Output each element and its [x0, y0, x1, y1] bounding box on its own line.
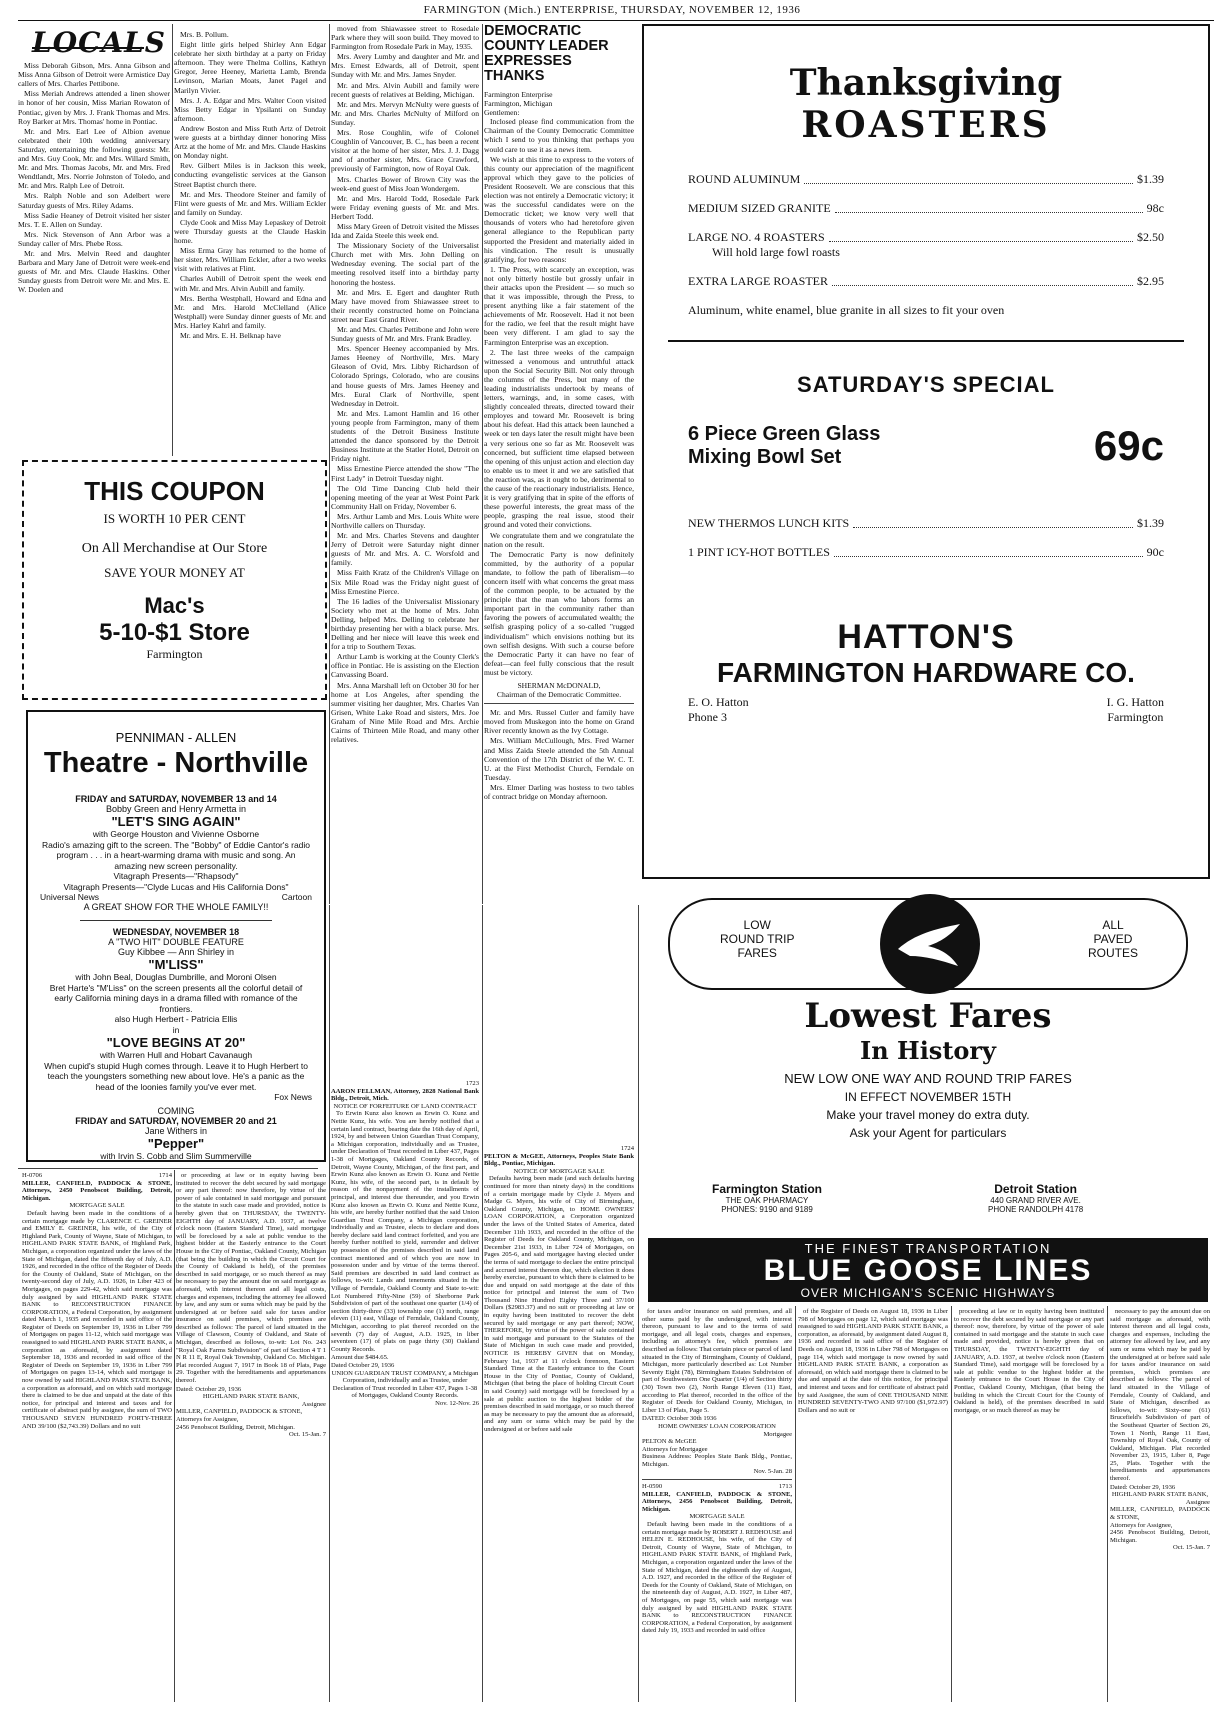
col3-paragraphs	[331, 24, 479, 744]
letter-address-line-0: Farmington Enterprise	[484, 90, 553, 99]
theatre-ad	[26, 710, 326, 1162]
col3-paragraph-17: Miss Faith Kratz of the Children's Village on Six Mile Road was the Friday night guest of Miss Ernestine Pierce.	[331, 568, 479, 596]
fellman-date: Dated October 29, 1936	[331, 1361, 395, 1369]
pelton-notice	[484, 1145, 634, 1702]
locals-paragraph-5: Mrs. Nick Stevenson of Ann Arbor was a Sunday caller of Mrs. Phebe Ross.	[18, 229, 170, 248]
low-label: LOW	[743, 918, 771, 932]
pelton-addr: Business Address: Peoples State Bank Bldg., Pontiac, Michigan.	[642, 1453, 792, 1468]
bowl-line1: 6 Piece Green Glass	[688, 423, 881, 445]
theatre-date3: FRIDAY and SATURDAY, NOVEMBER 20 and 21	[75, 1116, 277, 1126]
roaster-item-sub: Will hold large fowl roasts	[712, 245, 840, 259]
bus-line2: IN EFFECT NOVEMBER 15TH	[844, 1090, 1012, 1104]
coupon-title: THIS COUPON	[84, 476, 265, 506]
pelton-att2: Attorneys for Mortgagee	[642, 1445, 708, 1453]
all-label: ALL	[1102, 918, 1124, 932]
coupon-line1: IS WORTH 10 PER CENT	[103, 511, 246, 526]
pelton-text2: for taxes and/or insurance on said premises, and all other sums paid by the undersigned, with interest thereon, pursuant to law and to the terms of said mortgage, and all legal costs, charges and expenses, including an attorney's fee, which premises are described as follows: That certain piece or parcel of land situated in the City of Birmingham, County of Oakland, Michigan, more particularly described as: Lot Number Seventy Eight (78), Birmingham Estates Subdivision of part of Southwestern One Quarter (1/4) of Section thirty (30) Town two (2), North Range Eleven (11) East, according to Plat thereof, recorded in the office of the Register of Deeds for Oakland County, Michigan, in Liber 13 of Plats, Page 5.	[642, 1308, 792, 1414]
theatre-desc2-line-1: Bret Harte's "M'Liss" on the screen presents all the colorful detail of early California mining days in a drama filled with romance of the frontiers.	[49, 982, 303, 1014]
thermos-price-list	[688, 516, 1164, 560]
bowl-price: 69c	[1093, 422, 1164, 469]
democratic-letter-column	[484, 24, 634, 894]
letter-signature-line-0: SHERMAN McDONALD,	[517, 681, 601, 690]
letter-address-line-1: Farmington, Michigan	[484, 99, 553, 109]
miller-notice-1b	[176, 1172, 326, 1702]
fellman-text: To Erwin Kunz also known as Erwin O. Kunz and Nettie Kunz, his wife. You are hereby notified that a certain land contract, bearing date the 16th day of April, 1924, by and between Union Guardian Trust Company, a Michigan corporation, individually and as Trustee, under Declaration of Trust recorded in Liber 437, Pages 1-38 of Mortgages, Oakland County Records, of Detroit, Wayne County, Michigan, of the first part, and Erwin Kunz also known as Erwin O. Kunz and Nettie Kunz, his wife, of the second part, is in default by reason of the nonpayment of the installments of principal, and interest due thereunder, and you Erwin Kunz also known as Erwin O. Kunz and Nettie Kunz, his wife, are hereby further notified that the said Union Guardian Trust Company, a Michigan corporation, individually and as Trustee, elects to declare and does hereby declare said land contract forfeited, and you are hereby further notified to yield, surrender and deliver up possession of the premises described in said land contract mentioned and of which you are now in possession under and by virtue of the terms thereof. Said premises are described in said land contract as follows, to-wit: Lands and tenements situated in the Village of Ferndale, Oakland County and State to-wit: Lot Numbered Fifty-Nine (59) of Sherborne Park Subdivision of part of the southeast one quarter (1/4) of section thirty-three (33) township one (1) north, range eleven (11) east, Village of Ferndale, Oakland County, Michigan, according to plat thereof recorded on the seventh (7) day of August, A.D. 1925, in liber seventeen (17) of plats on page thirty (30) Oakland County Records.	[331, 1110, 479, 1353]
miller-end: Oct. 15-Jan. 7	[289, 1431, 326, 1439]
thermos-item-1	[688, 545, 1164, 560]
roaster-item-3	[688, 274, 1164, 289]
thermos-item-0	[688, 516, 1164, 531]
col3-paragraph-14: The Old Time Dancing Club held their opening meeting of the year at West Point Park Community Hall on Friday, November 6.	[331, 483, 479, 511]
theatre-great: A GREAT SHOW FOR THE WHOLE FAMILY!!	[83, 902, 269, 912]
theatre-film4: "Pepper"	[147, 1136, 205, 1151]
m2-date: Dated: October 29, 1936	[1110, 1483, 1176, 1491]
goose-logo-icon	[880, 894, 980, 994]
saturday-special: SATURDAY'S SPECIAL	[797, 372, 1055, 397]
hardware-ad	[642, 24, 1210, 879]
letter-paragraph-5: The Democratic Party is now definitely committed, by the authority of a popular mandate, to follow the path of liberalism—to concern itself with what concerns the great mass of the common people, to be actuated by the principle that the man who labors forms an important part in the community rather than favoring the powers of accumulated wealth; the selfish grasping policy of a so-called "rugged individualism" which envisions nothing but its own selfish designs. With such a course before the Democratic Party it can have no fear of defeat—can feel fully conscious that the result must be victory.	[484, 549, 634, 677]
roaster-item-name: ROUND ALUMINUM	[688, 172, 801, 186]
theatre-date2: WEDNESDAY, NOVEMBER 18	[112, 927, 240, 937]
left-phone: Phone 3	[688, 710, 727, 724]
bowl-line2: Mixing Bowl Set	[688, 446, 842, 468]
miller-title: MORTGAGE SALE	[69, 1202, 125, 1210]
theatre-film3: "LOVE BEGINS AT 20"	[106, 1035, 246, 1050]
pelton-date: DATED: October 30th 1936	[642, 1415, 717, 1423]
bus-line1: NEW LOW ONE WAY AND ROUND TRIP FARES	[784, 1071, 1072, 1086]
col3-paragraph-20: Mrs. Anna Marshall left on October 30 for her home at Los Angeles, after spending the summer visiting her daughter, Mrs. Charles Van Grisen, White Lake Road and sisters, Mrs. Joe Graham of Nine Mile Road and Mrs. Archie Cairns of Thirteen Mile Road, and many other relatives.	[331, 680, 479, 745]
letter-address	[484, 90, 634, 117]
locals-paragraph-4: Miss Sadie Heaney of Detroit visited her sister Mrs. T. E. Allen on Sunday.	[18, 210, 170, 229]
theatre-cast3: Jane Withers in	[144, 1126, 208, 1136]
fellman-sig: UNION GUARDIAN TRUST COMPANY, a Michigan Corporation, individually and as Trustee, under Declaration of Trust recorded in Liber 437, Pages 1-38 of Mortgages, Oakland County Records.	[331, 1369, 479, 1400]
coupon-town: Farmington	[146, 647, 203, 661]
pelton-sig: HOME OWNERS' LOAN CORPORATION	[658, 1422, 776, 1430]
bus-emblem-band	[668, 898, 1188, 990]
bus-line4: Ask your Agent for particulars	[849, 1126, 1007, 1140]
col3-paragraph-8: The Missionary Society of the Universalist Church met with Mrs. John Delling on Wednesday evening. The social part of the meeting resolved itself into a birthday party honoring the hostess.	[331, 241, 479, 287]
locals-paragraph-2: Mr. and Mrs. Earl Lee of Albion avenue celebrated their 10th wedding anniversary Saturday, entertaining the following guests: Mr. and Mrs. Guy Cook, Mr. and Mrs. Willard Smith, Mr. and Mrs. Thomas Jacobs, Mr. and Mrs. Fred Wendtlandt, Mrs. Norrie Johnston of Toledo, and Mr. and Mrs. Ralph Lee of Detroit.	[18, 126, 170, 191]
right-town: Farmington	[1107, 710, 1164, 724]
roaster-item-price: 98c	[1146, 201, 1164, 215]
locals-column	[18, 30, 170, 460]
pelton-end: Nov. 5-Jan. 28	[753, 1468, 792, 1476]
col3-paragraph-9: Mr. and Mrs. E. Egert and daughter Ruth Mary have moved from Shiawassee street to their recently constructed home on Poinciana street near East Grand River.	[331, 287, 479, 324]
pelton-notice-cont	[642, 1308, 792, 1702]
roaster-price-list	[688, 172, 1164, 289]
theatre-desc2	[40, 972, 312, 1035]
m2-num1: H-0590	[642, 1483, 663, 1491]
locals-paragraph-1: Miss Meriah Andrews attended a linen shower in honor of her cousin, Miss Marian Rowaton of Pontiac, given by Mrs. J. Frank Thomas and Mrs. Roy Barker at Mrs. Thomas' home in Pontiac.	[18, 89, 170, 126]
left-name: E. O. Hatton	[688, 695, 749, 709]
m2-num2: 1713	[778, 1483, 792, 1491]
m2-head: MILLER, CANFIELD, PADDOCK & STONE, Attorneys, 2456 Penobscot Building, Detroit, Michigan.	[642, 1490, 792, 1513]
thermos-item-price: 90c	[1146, 545, 1164, 559]
fellman-notice	[331, 1080, 479, 1702]
col3-paragraph-12: Mr. and Mrs. Lamont Hamlin and 16 other young people from Farmington, many of them students of the Detroit Business Institute attended the dance sponsored by the Detroit Business Institute at the Statler Hotel, Detroit on Friday night.	[331, 408, 479, 464]
m2-text-b: of the Register of Deeds on August 18, 1936 in Liber 798 of Mortgages on page 12, which said mortgage was reassigned to said HIGHLAND PARK STATE BANK, a corporation, as aforesaid, by assignment dated August 8, 1936 and recorded in said office of the Register of Deeds on August 18, 1936 in Liber 798 of Mortgages on page 114, which said mortgage is now owned by said HIGHLAND PARK STATE BANK, a corporation as aforesaid, on which said mortgage there is claimed to be due and unpaid at the date of this notice, for principal and interest and taxes and for certificate of abstract paid by said Assignee, the sum of ONE THOUSAND NINE HUNDRED SEVENTY-TWO AND 97/100 ($1,972.97) Dollars and no suit or	[798, 1308, 948, 1414]
theatre-cast1: Bobby Green and Henry Armetta in	[105, 804, 247, 814]
miller-notice-1a	[22, 1172, 172, 1702]
m2-bank: HIGHLAND PARK STATE BANK,	[1111, 1491, 1209, 1499]
roaster-item-1	[688, 201, 1164, 216]
col3-paragraph-18: The 16 ladies of the Universalist Missionary Society who met at the home of Mrs. John Delling, helped Mrs. Delling to celebrate her birthday presenting her with a black purse. Mrs. Delling and her niece will leave this week end for a trip to Southern Texas.	[331, 596, 479, 652]
thermos-item-price: $1.39	[1137, 516, 1164, 530]
col2-paragraph-8: Charles Aubill of Detroit spent the week end with Mr. and Mrs. Alvin Aubill and family.	[174, 274, 326, 293]
theatre-top: PENNIMAN - ALLEN	[115, 730, 237, 745]
m2-text-a: Default having been made in the conditions of a certain mortgage made by ROBERT J. REDHOUSE and HELEN E. REDHOUSE, his wife, of the City of Detroit, County of Wayne, State of Michigan, to HIGHLAND PARK STATE BANK, of Highland Park, Michigan, a corporation organized under the laws of the State of Michigan, dated the eighteenth day of August, A.D. 1927, and recorded in the office of the Register of Deeds for the County of Oakland, State of Michigan, on the nineteenth day of August, A.D. 1927, in Liber 487, of Mortgages, on page 55, which said mortgage was duly assigned by said HIGHLAND PARK STATE BANK to RECONSTRUCTION FINANCE CORPORATION, a Federal Corporation, by assignment dated July 19, 1933 and recorded in said office	[642, 1521, 792, 1635]
theatre-desc2-line-2: also Hugh Herbert - Patricia Ellis	[114, 1014, 238, 1024]
hardware-store-name: FARMINGTON HARDWARE CO.	[717, 657, 1135, 688]
col3-paragraph-0: moved from Shiawassee street to Rosedale Park where they will soon build. They moved to Farmington from Rosedale Park in May, 1935.	[331, 24, 479, 52]
hardware-title1: Thanksgiving	[789, 62, 1063, 104]
letter-after-paragraph-1: Mrs. William McCullough, Mrs. Fred Warner and Miss Zaida Steele attended the 5th Annual Convention of the 17th District of the W. C. T. U. at the First Methodist Church, Ferndale on Tuesday.	[484, 736, 634, 782]
hardware-note: Aluminum, white enamel, blue granite in all sizes to fit your oven	[688, 303, 1005, 317]
theatre-cast2: Guy Kibbee — Ann Shirley in	[117, 947, 235, 957]
letter-after-paragraph-0: Mr. and Mrs. Russel Cutler and family have moved from Muskegon into the home on Grand River recently known as the Ivy Cottage.	[484, 708, 634, 736]
roaster-item-name: MEDIUM SIZED GRANITE	[688, 201, 831, 215]
letter-after-paragraph-2: Mrs. Elmer Darling was hostess to two tables of contract bridge on Monday afternoon.	[484, 782, 634, 802]
locals-paragraph-6: Mr. and Mrs. Melvin Reed and daughter Barbara and Mary Jane of Detroit were week-end guests of Mr. and Mrs. Claude Haskins. Other Sunday guests from Detroit were Mr. and Mrs. E. W. Doelen and	[18, 248, 170, 295]
coupon-ad	[22, 460, 327, 700]
col3-paragraph-11: Mrs. Spencer Heeney accompanied by Mrs. James Heeney of Northville, Mrs. Mary Gleason of Ovid, Mrs. Libby Richardson of Colorado Springs, Colorado, who are cousins and house guests of Mrs. James Heeney and Mrs. Eural Clark of Northville, spent Wednesday in Detroit.	[331, 344, 479, 408]
col3-paragraph-13: Miss Ernestine Pierce attended the show "The First Lady" in Detroit Tuesday night.	[331, 464, 479, 483]
col2-paragraph-10: Mr. and Mrs. E. H. Belknap have	[180, 331, 281, 340]
bus-ad	[648, 890, 1208, 1160]
pelton-title: NOTICE OF MORTGAGE SALE	[513, 1167, 605, 1175]
fellman-amt: Amount due $484.65.	[331, 1354, 389, 1362]
letter-signature	[484, 681, 634, 699]
banner1: THE FINEST TRANSPORTATION	[804, 1241, 1052, 1256]
col3-paragraph-19: Arthur Lamb is working at the County Clerk's office in Pontiac. He is assisting on the Election Canvassing Board.	[331, 652, 479, 680]
bus-headline2: In History	[859, 1036, 997, 1065]
header-rule	[18, 20, 1214, 21]
m2-role: Assignee	[1185, 1498, 1210, 1506]
theatre-universal: Universal News	[40, 892, 100, 902]
pelton-text: Defaults having been made (and such defaults having continued for more than ninety days) in the conditions of a certain mortgage made by Clyde J. Myers and Madge G. Myers, his wife of City of Birmingham, Oakland County, Michigan, to HOME OWNERS' LOAN CORPORATION, a Corporation organized under the laws of the United States of America, dated December 11th 1933, and recorded in the office of the Register of Deeds for Oakland County, Michigan, on December 21st 1933, in Liber 724 of Mortgages, on Pages 205-6, and said mortgagee having elected under the terms of said mortgage to declare the entire principal and accrued interest thereon due, which election it does hereby exercise, pursuant to which there is claimed to be due and unpaid on said mortgage at the date of this notice for principal and interest the sum of Two Thousand Nine Hundred Eighty Three and 37/100 Dollars ($2983.37) and no suit or proceeding at law or in equity having been instituted to recover the debt secured by said mortgage or any part thereof; NOW, THEREFORE, by virtue of the power of sale contained in said mortgage and pursuant to the Statutes of the State of Michigan in such case made and provided, NOTICE IS HEREBY GIVEN that on Monday, February 1st, 1937 at 11 o'clock forenoon, Eastern Standard Time at the Easterly entrance to the Court House in the City of Pontiac, County of Oakland, Michigan (that being the place of holding Circuit Court in said County) said mortgage will be foreclosed by a sale at public auction to the highest bidder of the premises described in said mortgage, or so much thereof as may be necessary to pay the amount due as aforesaid, and any sum or sums which may be paid by the undersigned at or before said sale	[484, 1175, 634, 1433]
hardware-title2: ROASTERS	[801, 104, 1051, 146]
station2-b: PHONE RANDOLPH 4178	[988, 1205, 1084, 1214]
col2-paragraph-7: Miss Erma Gray has returned to the home of her sister, Mrs. William Eckler, after a two weeks visit with relatives at Flint.	[174, 246, 326, 274]
col2-paragraph-2: Mrs. J. A. Edgar and Mrs. Walter Coon visited Miss Betty Edgar in Ypsilanti on Sunday afternoon.	[174, 95, 326, 123]
m2-notice-c	[954, 1308, 1104, 1702]
miller-num2: 1714	[158, 1172, 172, 1179]
blue-goose-banner	[648, 1238, 1208, 1302]
thermos-item-name: NEW THERMOS LUNCH KITS	[688, 516, 850, 530]
letter-paragraphs	[484, 117, 634, 677]
m2-notice-b	[798, 1308, 948, 1702]
col2-paragraphs	[174, 30, 326, 340]
social-column-2	[174, 30, 326, 460]
roaster-item-name: EXTRA LARGE ROASTER	[688, 274, 829, 288]
fellman-end: Nov. 12-Nov. 26	[435, 1399, 479, 1407]
theatre-desc2-line-3: in	[172, 1024, 180, 1035]
theatre-desc3	[40, 1050, 312, 1092]
locals-paragraph-3: Mrs. Ralph Noble and son Adelbert were Saturday guests of Mrs. Riley Adams.	[18, 191, 170, 210]
miller-role: Assignee	[301, 1400, 326, 1408]
theatre-film2: "M'LISS"	[148, 957, 204, 972]
theatre-desc2-line-0: with John Beal, Douglas Dumbrille, and Moroni Olsen	[75, 972, 277, 982]
col2-paragraph-0: Mrs. B. Pollum.	[180, 30, 229, 39]
coupon-store-name: Mac's	[144, 593, 205, 618]
col2-paragraph-6: Clyde Cook and Miss May Lepaskey of Detroit were Thursday guests at the Claude Haskin home.	[174, 217, 326, 246]
col2-paragraph-9: Mrs. Bertha Westphall, Howard and Edna and Mr. and Mrs. Harold McClelland (Alice Westphall) were Sunday dinner guests of Mr. and Mrs. Harley Kahrl and family.	[174, 293, 326, 330]
locals-paragraph-0: Miss Deborah Gibson, Mrs. Anna Gibson and Miss Anna Gibson of Detroit were Armistice Day callers of Mrs. Charles Pettibone.	[18, 61, 170, 89]
miller-att2: Attorneys for Assignee,	[176, 1416, 239, 1423]
pelton-role: Mortgagee	[763, 1430, 792, 1438]
letter-headline: DEMOCRATIC COUNTY LEADER EXPRESSES THANKS	[484, 24, 609, 84]
letter-paragraph-2: 1. The Press, with scarcely an exception, was not only bitterly hostile but grossly unfair in their attacks upon the President — so much so that it was impossible, through the Press, to present anything like a fair statement of the achievements of Mr. Roosevelt. Had it not been for the radio, we feel that the result might have been very different. I am glad to say the Farmington Enterprise was an exception.	[484, 264, 634, 347]
col3-paragraph-5: Mrs. Charles Bower of Brown City was the week-end guest of Miss Joan Wondergem.	[331, 174, 479, 193]
round-trip-label: ROUND TRIP	[720, 932, 795, 946]
station1-b: PHONES: 9190 and 9189	[721, 1205, 813, 1214]
bus-line3: Make your travel money do extra duty.	[826, 1108, 1030, 1122]
roaster-item-0	[688, 172, 1164, 187]
right-name: I. G. Hatton	[1106, 695, 1164, 709]
pelton-num: 1724	[620, 1145, 634, 1152]
coupon-line2: On All Merchandise at Our Store	[81, 541, 268, 556]
col3-paragraph-16: Mr. and Mrs. Charles Stevens and daughter Jerry of Detroit were Saturday night dinner guests of Mr. and Mrs. A. C. Worsfold and family.	[331, 531, 479, 568]
roaster-item-2	[688, 230, 1164, 260]
col3-paragraph-3: Mr. and Mrs. Mervyn McNulty were guests of Mr. and Mrs. Charles McNulty of Milford on Sunday.	[331, 99, 479, 127]
letter-paragraph-3: 2. The last three weeks of the campaign witnessed a venomous and untruthful attack upon the Social Security Bill. Not only through the columns of the Press, but many of the leading industrialists undertook by means of letters, warnings, and, in some cases, with slightly concealed threats, directed toward their employes and toward Mr. Roosevelt is bring about his defeat. Had this attack been launched a week or ten days later the result might have been a very serious one so far as Mr. Roosevelt was concerned, but sufficient time elapsed between the opening of this unjust action and election day to enable us to meet it and we are satisfied that the reaction was, as it ought to be, detrimental to the cause of the reactionary industrialists. Hence, it is very gratifying that in spite of the efforts of these powerful interests, the great mass of the people, grasping the real issue, stood their ground and voted their convictions.	[484, 347, 634, 530]
theatre-desc3-line-1: When cupid's stupid Hugh comes through. Leave it to Hugh Herbert to teach the youngsters something new about love. He's a panic as the head of the loonies family you've ever met.	[44, 1060, 308, 1092]
theatre-name: Theatre - Northville	[43, 747, 309, 779]
pelton-head: PELTON & McGEE, Attorneys, Peoples State Bank Bldg., Pontiac, Michigan.	[484, 1152, 634, 1168]
roaster-item-price: $2.95	[1137, 274, 1164, 288]
letter-after-items	[484, 708, 634, 801]
letter-signature-line-1: Chairman of the Democratic Committee.	[496, 690, 622, 700]
station2-a: 440 GRAND RIVER AVE.	[990, 1196, 1081, 1205]
pelton-att: PELTON & McGEE	[642, 1438, 697, 1446]
miller-num1: H-0706	[22, 1172, 43, 1179]
m2-att: MILLER, CANFIELD, PADDOCK & STONE,	[1110, 1506, 1210, 1522]
letter-address-line-2: Gentlemen:	[484, 108, 520, 118]
coupon-store-name-2: 5-10-$1 Store	[99, 619, 250, 646]
m2-notice-d	[1110, 1308, 1210, 1702]
theatre-fox: Fox News	[274, 1092, 312, 1102]
m2-text-c: proceeding at law or in equity having been instituted to recover the debt secured by said mortgage or any part thereof: now, therefore, by virtue of the power of sale contained in said mortgage and the statute in such case made and provided, notice is hereby given that on THURSDAY, the TWENTY-EIGHTH day of JANUARY, A.D. 1937, at twelve o'clock noon (Eastern Standard Time), said mortgage will be foreclosed by a sale at public vendue to the highest bidder at the Easterly entrance to the Court House in the City of Pontiac, Oakland County, Michigan, (that being the building in which the Circuit Court for the County of Oakland is held), of the premises described in said mortgage, or so much thereof as may be	[954, 1308, 1104, 1414]
m2-text-d: necessary to pay the amount due on said mortgage as aforesaid, with interest thereon and all legal costs, charges and expenses, including the attorney fee allowed by law, and any sum or sums which may be paid by the undersigned at or before said sale for taxes and/or insurance on said premises, which premises are described as follows: The parcel of land situated in the Village of Ferndale, County of Oakland, and State of Michigan, described as follows, to-wit: Sixty-one (61) Brucefield's Subdivision of part of the Southeast Quarter of Section 26, Town 1 North, Range 11 East, Township of Royal Oak, County of Oakland, Michigan. Plat recorded November 23, 1915, Liber 8, Page 25, Plats. Together with the hereditaments and appurtenances thereof.	[1110, 1308, 1210, 1483]
miller-addr: 2456 Penobscot Building, Detroit, Michigan.	[176, 1423, 295, 1431]
letter-paragraph-1: We wish at this time to express to the voters of this county our appreciation of the magnificent approval which they gave to the policies of President Roosevelt. We are conscious that this election was not entirely a Democratic victory; it was the successful candidates were on the Democratic ticket; we know very well that thousands of voters who had heretofore given general allegiance to the Republican party supported the President and materially aided in his vindication. The result is unusually gratifying, for two reasons:	[484, 154, 634, 264]
m2-title: MORTGAGE SALE	[689, 1513, 745, 1521]
theatre-desc3-line-0: with Warren Hull and Hobart Cavanaugh	[99, 1050, 253, 1060]
miller-text-a: Default having been made in the conditions of a certain mortgage made by CLARENCE C. GREINER and EMILY E. GREINER, his wife, of the City of Highland Park, County of Wayne, State of Michigan, to HIGHLAND PARK STATE BANK, of Highland Park, Michigan, a corporation organized under the laws of the State of Michigan, dated the fifteenth day of July, A.D. 1926, and recorded in the office of the Register of Deeds for the County of Oakland, State of Michigan, on the twenty-second day of July, A.D. 1926, in Liber 423 of Mortgages, on pages 229-42, which said mortgage was duly assigned by said HIGHLAND PARK STATE BANK to RECONSTRUCTION FINANCE CORPORATION, a Federal Corporation, by assignment dated March 1, 1935 and recorded in said office of the Register of Deeds on September 19, 1936 in Liber 799 of Mortgages on pages 11-12, which said mortgage was reassigned to said HIGHLAND PARK STATE BANK, a corporation as aforesaid, by assignment dated September 18, 1936 and recorded in said office of the Register of Deeds on September 19, 1936 in Liber 799 of Mortgages on pages 13-14, which said mortgage is now owned by said HIGHLAND PARK STATE BANK, a corporation as aforesaid, and on which said mortgage there is claimed to be due and unpaid at the date of this notice, for principal and interest and taxes and for certificate of abstract paid by assignee, the sum of TWO THOUSAND SEVEN HUNDRED FORTY-THREE AND 39/100 ($2,743.39) Dollars and no suit	[22, 1209, 172, 1430]
banner3: OVER MICHIGAN'S SCENIC HIGHWAYS	[800, 1286, 1056, 1300]
theatre-desc1-line-3: Vitagraph Presents—"Clyde Lucas and His California Dons"	[63, 881, 289, 892]
col2-paragraph-1: Eight little girls helped Shirley Ann Edgar celebrate her sixth birthday at a party on Friday afternoon. They were Thelma Collins, Kathryn Gregor, Jeree Heeney, Marietta Lamb, Brenda Levinson, Marian Moats, Janet Pagel and Marilyn Vivier.	[174, 40, 326, 95]
theatre-desc1-line-0: with George Houston and Vivienne Osborne	[92, 829, 260, 839]
col3-paragraph-6: Mr. and Mrs. Harold Todd, Rosedale Park were Friday evening guests of Mr. and Mrs. Herbert Todd.	[331, 193, 479, 221]
col3-paragraph-15: Mrs. Arthur Lamb and Mrs. Louis White were Northville callers on Thursday.	[331, 511, 479, 530]
station1-name: Farmington Station	[712, 1182, 822, 1196]
col3-paragraph-7: Miss Mary Green of Detroit visited the Misses Ida and Zaida Steele this week end.	[331, 221, 479, 241]
theatre-date1: FRIDAY and SATURDAY, NOVEMBER 13 and 14	[75, 794, 277, 804]
station2-name: Detroit Station	[994, 1182, 1077, 1196]
theatre-film1: "LET'S SING AGAIN"	[111, 814, 241, 829]
miller-date: Dated: October 29, 1936	[176, 1385, 242, 1393]
fares-label: FARES	[737, 946, 777, 960]
paved-label: PAVED	[1093, 932, 1133, 946]
theatre-desc1-line-1: Radio's amazing gift to the screen. The "Bobby" of Eddie Cantor's radio program . . . in a heart-warming drama with music and song. An amazing new screen personality.	[41, 839, 311, 871]
col3-paragraph-1: Mrs. Avery Lumby and daughter and Mr. and Mrs. Ernest Edwards, all of Detroit, spent Sunday with Mr. and Mrs. James Snyder.	[331, 52, 479, 80]
page-header: FARMINGTON (Mich.) ENTERPRISE, THURSDAY, NOVEMBER 12, 1936	[423, 4, 801, 16]
miller-bank: HIGHLAND PARK STATE BANK,	[202, 1393, 300, 1401]
bus-stations	[648, 1170, 1208, 1230]
fellman-head: AARON FELLMAN, Attorney, 2828 National Bank Bldg., Detroit, Mich.	[331, 1087, 479, 1103]
theatre-feature: A "TWO HIT" DOUBLE FEATURE	[108, 937, 244, 947]
col3-paragraph-4: Mrs. Rose Coughlin, wife of Colonel Coughlin of Vancouver, B. C., has been a recent visitor at the home of her sister, Mrs. J. J. Dagg and of another sister, Mrs. Grace Crawford, previously of Farmington, now of Royal Oak.	[331, 128, 479, 174]
m2-att2: Attorneys for Assignee,	[1110, 1521, 1173, 1529]
hattons-name: HATTON'S	[837, 618, 1015, 656]
locals-logo: LOCALS	[32, 30, 166, 59]
theatre-desc1-line-2: Vitagraph Presents—"Rhapsody"	[113, 871, 239, 881]
routes-label: ROUTES	[1087, 946, 1138, 960]
roaster-item-name: LARGE NO. 4 ROASTERS	[688, 230, 825, 244]
m2-end: Oct. 15-Jan. 7	[1173, 1544, 1210, 1552]
locals-paragraphs	[18, 61, 170, 294]
m2-addr: 2456 Penobscot Building, Detroit, Michigan.	[1110, 1529, 1210, 1544]
miller-text-b: or proceeding at law or in equity having been instituted to recover the debt secured by said mortgage or any part thereof: now therefore, by virtue of the power of sale contained in said mortgage and pursuant to the statute in such case made and provided, notice is hereby given that on THURSDAY, the TWENTY-EIGHTH day of JANUARY, A.D. 1937, at twelve o'clock noon (Eastern Standard Time), said mortgage will be foreclosed by a sale at public vendue to the highest bidder at the Easterly entrance to the Court House in the City of Pontiac, Oakland County, Michigan (that being the building in which the Circuit Court for the County of Oakland is held), of the premises described in said mortgage, or so much thereof as may be necessary to pay the amount due on said mortgage as aforesaid, with interest thereon and all legal costs, charges and expenses, including the attorney fee allowed by law, and any sum or sums which may be paid by the undersigned at or before said sale for taxes and/or insurance on said premises, which premises are described as follows: The parcel of land situated in the Village of Clawson, County of Oakland, and State of Michigan, described as follows, to-wit: Lot No. 243 "Royal Oak Farms Subdivision" of part of Section 4 T 1 N R 11 E, Royal Oak Township, Oakland Co. Michigan. Plat recorded August 7, 1917 in Book 18 of Plats, Page 29. Together with the hereditaments and appurtenances thereof.	[176, 1172, 326, 1385]
banner2: BLUE GOOSE LINES	[763, 1254, 1093, 1287]
miller-att: MILLER, CANFIELD, PADDOCK & STONE,	[176, 1408, 303, 1416]
theatre-coming: COMING	[157, 1106, 195, 1116]
fellman-title: NOTICE OF FORFEITURE OF LAND CONTRACT	[333, 1102, 477, 1110]
col3-paragraph-10: Mr. and Mrs. Charles Pettibone and John were Sunday guests of Mr. and Mrs. Frank Bradley.	[331, 325, 479, 344]
roaster-item-price: $1.39	[1137, 172, 1164, 186]
letter-paragraph-0: Inclosed please find communication from the Chairman of the County Democratic Committee which I send to you thinking that perhaps you would care to use it as a news item.	[484, 117, 634, 154]
col2-paragraph-5: Mr. and Mrs. Theodore Steiner and family of Flint were guests of Mr. and Mrs. William Eckler and family on Sunday.	[174, 189, 326, 217]
roaster-item-price: $2.50	[1137, 230, 1164, 244]
letter-paragraph-4: We congratulate them and we congratulate the nation on the result.	[484, 530, 634, 549]
coupon-line3: SAVE YOUR MONEY AT	[104, 565, 245, 580]
col2-paragraph-3: Andrew Boston and Miss Ruth Artz of Detroit were guests at a birthday dinner honoring Miss Artz at the home of Mr. and Mrs. Claude Haskins on Monday night.	[174, 123, 326, 161]
col3-paragraph-2: Mr. and Mrs. Alvin Aubill and family were recent guests of relatives at Belding, Michigan.	[331, 80, 479, 99]
station1-a: THE OAK PHARMACY	[725, 1196, 809, 1205]
theatre-cast4: with Irvin S. Cobb and Slim Summerville	[100, 1151, 252, 1161]
bus-headline1: Lowest Fares	[804, 996, 1052, 1036]
theatre-desc1	[40, 829, 312, 892]
col2-paragraph-4: Rev. Gilbert Miles is in Jackson this week, conducting evangelistic services at the Ganson Street Baptist church there.	[174, 161, 326, 189]
social-column-3	[331, 24, 479, 894]
miller-head: MILLER, CANFIELD, PADDOCK & STONE, Attorneys, 2450 Penobscot Building, Detroit, Michigan.	[22, 1179, 172, 1202]
theatre-cartoon: Cartoon	[281, 892, 312, 902]
thermos-item-name: 1 PINT ICY-HOT BOTTLES	[688, 545, 830, 559]
fellman-num: 1723	[465, 1080, 479, 1087]
